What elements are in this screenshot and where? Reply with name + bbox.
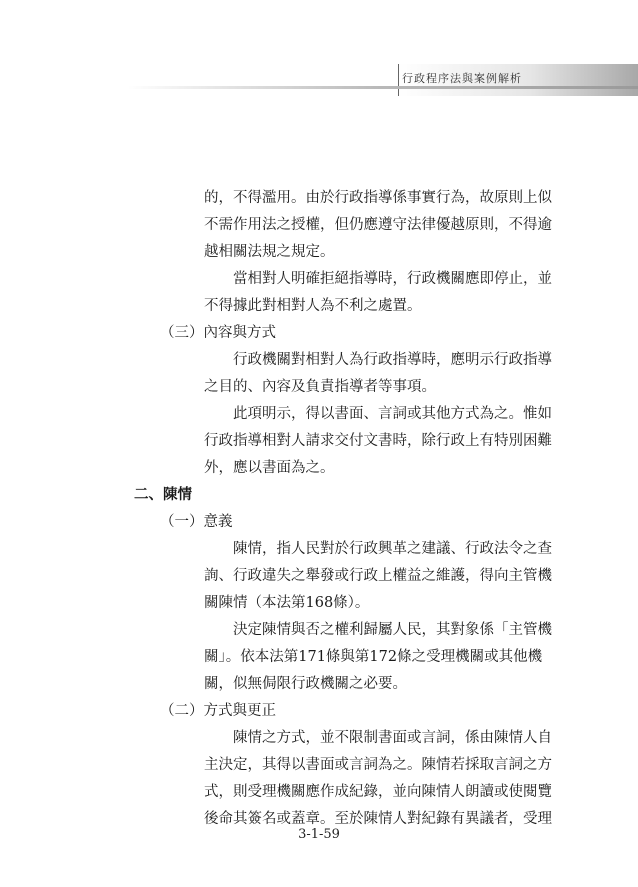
- chapter-heading: 二、陳情: [134, 486, 192, 503]
- paragraph-line: 關陳情（本法第168條）。: [204, 595, 370, 611]
- paragraph-line: 決定陳情與否之權利歸屬人民，其對象係「主管機: [233, 622, 552, 638]
- header-divider: [398, 64, 399, 96]
- page-number: 3-1-59: [298, 827, 340, 842]
- paragraph-line: 行政機關對相對人為行政指導時，應明示行政指導: [233, 352, 552, 368]
- paragraph-line: 後命其簽名或蓋章。至於陳情人對紀錄有異議者，受理: [204, 811, 552, 827]
- section-heading: （三）內容與方式: [160, 325, 276, 341]
- section-heading: （一）意義: [160, 514, 233, 530]
- paragraph-line: 不需作用法之授權，但仍應遵守法律優越原則，不得逾: [204, 217, 552, 233]
- paragraph-line: 越相關法規之規定。: [204, 244, 335, 260]
- section-heading: （二）方式與更正: [160, 703, 276, 719]
- paragraph-line: 外，應以書面為之。: [204, 460, 335, 476]
- paragraph-line: 之目的、內容及負責指導者等事項。: [204, 379, 436, 395]
- paragraph-line: 此項明示，得以書面、言詞或其他方式為之。惟如: [233, 406, 552, 422]
- paragraph-line: 關」。依本法第171條與第172條之受理機關或其他機: [204, 649, 543, 665]
- header-rule: [0, 86, 638, 89]
- paragraph-line: 行政指導相對人請求交付文書時，除行政上有特別困難: [204, 433, 552, 449]
- paragraph-line: 詢、行政違失之舉發或行政上權益之維護，得向主管機: [204, 568, 552, 584]
- paragraph-line: 陳情之方式，並不限制書面或言詞，係由陳情人自: [233, 730, 552, 746]
- paragraph-line: 關，似無侷限行政機關之必要。: [204, 676, 407, 692]
- paragraph-line: 主決定，其得以書面或言詞為之。陳情若採取言詞之方: [204, 757, 552, 773]
- running-header-title: 行政程序法與案例解析: [402, 72, 522, 85]
- paragraph-line: 陳情，指人民對於行政興革之建議、行政法令之查: [233, 541, 552, 557]
- paragraph-line: 不得據此對相對人為不利之處置。: [204, 298, 422, 314]
- paragraph-line: 的，不得濫用。由於行政指導係事實行為，故原則上似: [204, 190, 552, 206]
- paragraph-line: 式，則受理機關應作成紀錄，並向陳情人朗讀或使閱覽: [204, 784, 552, 800]
- paragraph-line: 當相對人明確拒絕指導時，行政機關應即停止，並: [233, 271, 552, 287]
